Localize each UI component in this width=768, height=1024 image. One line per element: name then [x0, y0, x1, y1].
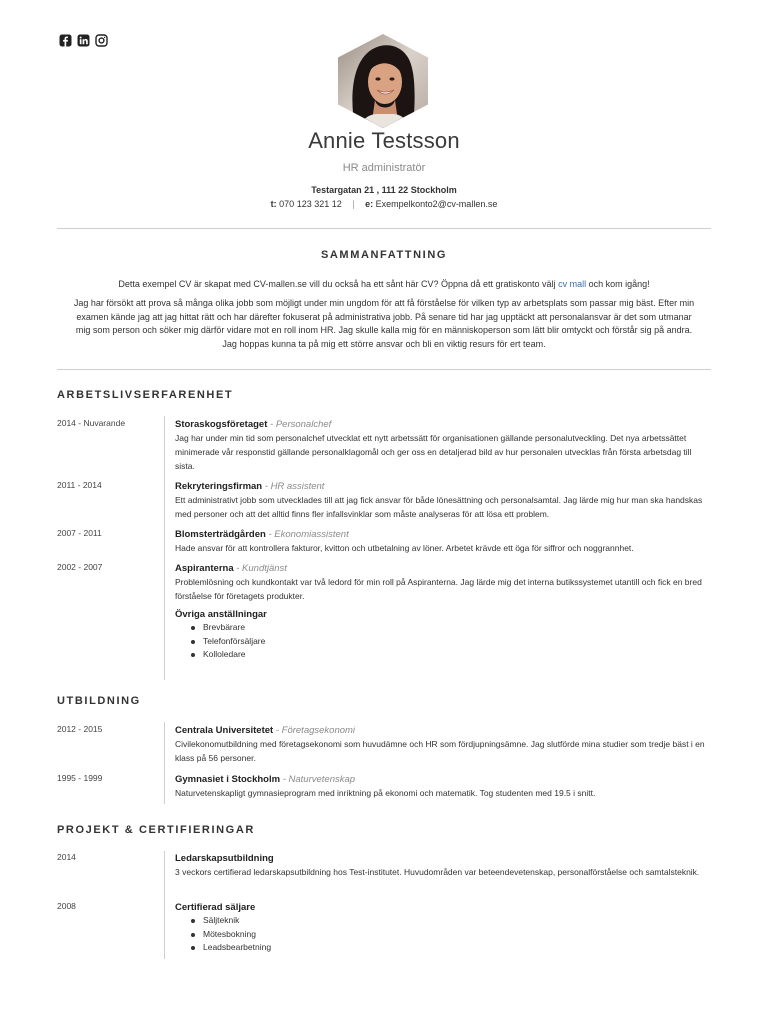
other-jobs-list — [189, 621, 705, 662]
profile-name: Annie Testsson — [308, 128, 460, 153]
divider — [57, 369, 711, 370]
list-item: Kolloledare — [189, 648, 705, 662]
profile-address: Testargatan 21 , 111 22 Stockholm — [311, 185, 457, 195]
timeline-line — [164, 416, 165, 680]
timeline-line — [164, 722, 165, 804]
entry-description: Ett administrativt jobb som utvecklades till att jag fick ansvar för både lönesättning och personalsamtal. Jag lärde mig hur man ska handskas med personer och att det alltid finns fler infallsvinklar som måste analyseras för att lösa ett problem. — [175, 495, 703, 519]
entry-description: Hade ansvar för att kontrollera fakturor, kvitton och utbetalning av löner. Arbetet krävde ett öga för siffror och noggrannhet. — [175, 543, 634, 553]
entry-date: 2012 - 2015 — [57, 724, 103, 734]
email-address[interactable]: Exempelkonto2@cv-mallen.se — [375, 199, 498, 209]
social-links — [59, 34, 108, 47]
entry-date: 2007 - 2011 — [57, 528, 102, 538]
entry-description: Jag har under min tid som personalchef utvecklat ett nytt arbetssätt för organisationen gällande personalutveckling. Det nya arbetssättet minimerade vår responstid gällande personalklagomål och ger oss en detaljerad bild av hur personalen utvecklas från första arbetsdag till sista. — [175, 433, 692, 471]
entry-date: 2011 - 2014 — [57, 480, 102, 490]
other-jobs-heading: Övriga anställningar — [175, 609, 267, 620]
instagram-icon[interactable] — [95, 34, 108, 47]
entry-date: 2014 - Nuvarande — [57, 418, 126, 428]
entry-role: - Personalchef — [267, 419, 332, 430]
profile-title: HR administratör — [342, 162, 426, 174]
entry-org: Certifierad säljare — [175, 902, 256, 913]
entry-org: Centrala Universitetet — [175, 725, 274, 736]
summary-intro-text: Detta exempel CV är skapat med CV-mallen.se vill du också ha ett sånt här CV? Öppna då ett gratiskonto välj — [118, 279, 559, 289]
skills-list — [189, 914, 705, 955]
entry-org: Aspiranterna — [175, 563, 234, 574]
list-item: Telefonförsäljare — [189, 635, 705, 649]
list-item: Leadsbearbetning — [189, 941, 705, 955]
profile-photo — [337, 34, 429, 128]
entry-date: 1995 - 1999 — [57, 773, 103, 783]
contact-line — [0, 199, 768, 209]
list-item: Säljteknik — [189, 914, 705, 928]
entry-org: Blomsterträdgården — [175, 529, 266, 540]
phone-number[interactable]: 070 123 321 12 — [279, 199, 342, 209]
education-heading: UTBILDNING — [57, 695, 141, 707]
entry-org: Gymnasiet i Stockholm — [175, 774, 281, 785]
entry-role: - Kundtjänst — [233, 563, 287, 574]
entry-description: Civilekonomutbildning med företagsekonomi som huvudämne och HR som fördjupningsämne. Jag slutförde mina studier som tredje bäst i en klass på 56 personer. — [175, 739, 705, 763]
list-item: Mötesbokning — [189, 928, 705, 942]
entry-role: - Naturvetenskap — [280, 774, 356, 785]
summary-heading: SAMMANFATTNING — [320, 249, 448, 261]
work-heading: ARBETSLIVSERFARENHET — [57, 389, 234, 401]
entry-org: Ledarskapsutbildning — [175, 853, 274, 864]
summary-text: Jag har försökt att prova så många olika jobb som möjligt under min ungdom för att få förståelse för vilken typ av arbetsplats som passar mig bäst. Efter min examen kände jag att jag hittat rätt och har därefter fokuserat på administrativa jobb. På senare tid har jag upptäckt att personalansvar är det som utmanar mig som person och söker mig därför vidare mot en roll inom HR. Jag skulle kalla mig för en människoperson som lätt blir omtyckt och förstår sig på andra. Jag hoppas kunna ta på mig ett större ansvar och bli en viktig resurs för ert team. — [73, 298, 695, 349]
summary-intro — [57, 278, 711, 292]
linkedin-icon[interactable] — [77, 34, 90, 47]
entry-description: Problemlösning och kundkontakt var två ledord för min roll på Aspiranterna. Jag lärde mig det interna butikssystemet utantill och fick en bred förståelse för företagets produkter. — [175, 577, 702, 601]
entry-role: - Företagsekonomi — [273, 725, 356, 736]
projects-heading: PROJEKT & CERTIFIERINGAR — [57, 824, 255, 836]
divider — [57, 228, 711, 229]
phone-label: t: — [270, 199, 277, 209]
entry-description: 3 veckors certifierad ledarskapsutbildning hos Test-institutet. Huvudområden var beteendevetenskap, personalförståelse och samtalsteknik. — [175, 867, 700, 877]
entry-description: Naturvetenskapligt gymnasieprogram med inriktning på ekonomi och matematik. Tog studenten med 19.5 i snitt. — [175, 788, 596, 798]
email-label: e: — [365, 199, 374, 209]
cv-mall-link[interactable]: cv mall — [558, 279, 587, 289]
summary-intro-end: och kom igång! — [586, 279, 650, 289]
contact-separator: | — [352, 199, 355, 209]
facebook-icon[interactable] — [59, 34, 72, 47]
entry-org: Storaskogsföretaget — [175, 419, 268, 430]
entry-date: 2014 — [57, 852, 76, 862]
entry-date: 2008 — [57, 901, 76, 911]
entry-role: - Ekonomiassistent — [265, 529, 349, 540]
entry-role: - HR assistent — [262, 481, 325, 492]
list-item: Brevbärare — [189, 621, 705, 635]
timeline-line — [164, 851, 165, 959]
entry-date: 2002 - 2007 — [57, 562, 103, 572]
entry-org: Rekryteringsfirman — [175, 481, 263, 492]
